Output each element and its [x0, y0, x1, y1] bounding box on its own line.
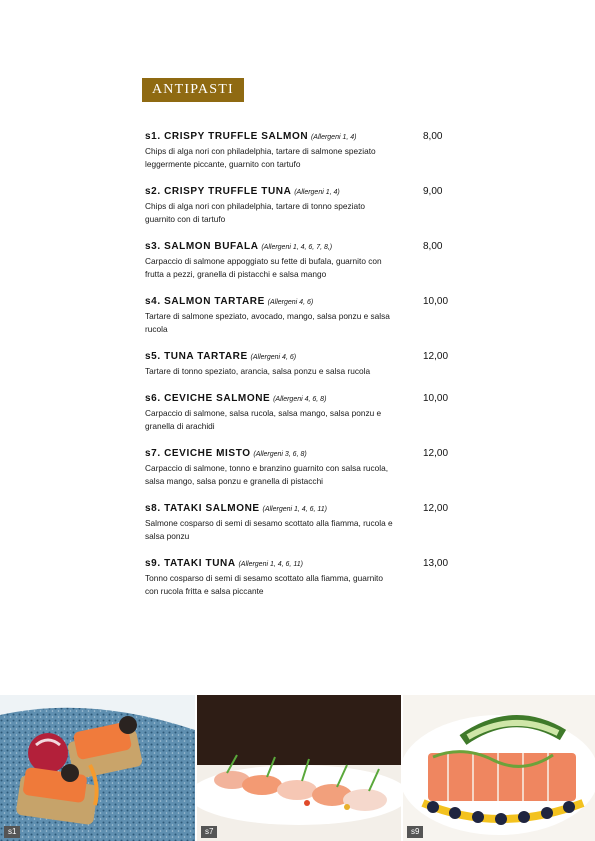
item-allergens: (Allergeni 1, 4, 6, 11)	[262, 506, 327, 513]
item-description: Tartare di salmone speziato, avocado, mango, salsa ponzu e salsa rucola	[145, 311, 390, 334]
menu-item	[145, 350, 450, 378]
item-allergens: (Allergeni 1, 4)	[294, 189, 340, 196]
food-image	[197, 695, 401, 841]
item-name: s2. CRISPY TRUFFLE TUNA	[145, 186, 292, 197]
item-allergens: (Allergeni 4, 6)	[267, 299, 314, 306]
item-price: 13,00	[423, 558, 449, 569]
item-description: Tonno cosparso di semi di sesamo scottato alla fiamma, guarnito con rucola fritta e salsa piccante	[145, 573, 383, 596]
item-price: 10,00	[423, 296, 449, 307]
item-allergens: (Allergeni 1, 4)	[310, 134, 357, 141]
item-price: 12,00	[423, 503, 449, 514]
item-name: s4. SALMON TARTARE	[145, 296, 265, 307]
menu-item	[145, 240, 450, 281]
item-allergens: (Allergeni 1, 4, 6, 11)	[238, 561, 303, 568]
item-description: Carpaccio di salmone appoggiato su fette di bufala, guarnito con frutta a pezzi, granella di pistacchi e salsa mango	[145, 256, 382, 279]
item-name: s6. CEVICHE SALMONE	[145, 393, 271, 404]
menu-item	[145, 130, 450, 171]
photo-tataki	[403, 695, 595, 841]
item-description: Carpaccio di salmone, salsa rucola, salsa mango, salsa ponzu e granella di arachidi	[145, 408, 382, 431]
item-price: 8,00	[423, 131, 443, 142]
item-description: Chips di alga nori con philadelphia, tartare di tonno speziato guarnito con di tartufo	[145, 201, 366, 224]
menu-item	[145, 557, 450, 598]
photo-tag: s9	[407, 826, 423, 838]
item-description: Chips di alga nori con philadelphia, tartare di salmone speziato leggermente piccante, guarnito con tartufo	[145, 146, 376, 169]
item-price: 12,00	[423, 448, 449, 459]
item-name: s5. TUNA TARTARE	[145, 351, 248, 362]
photo-crispy-truffle-salmon	[0, 695, 195, 841]
photo-ceviche-misto	[197, 695, 401, 841]
menu-item	[145, 185, 450, 226]
item-name: s7. CEVICHE MISTO	[145, 448, 251, 459]
item-price: 9,00	[423, 186, 443, 197]
food-image	[403, 695, 595, 841]
item-description: Tartare di tonno speziato, arancia, salsa ponzu e salsa rucola	[145, 366, 371, 376]
section-title: ANTIPASTI	[142, 78, 244, 102]
menu-item	[145, 447, 450, 488]
item-price: 12,00	[423, 351, 449, 362]
photo-tag: s1	[4, 826, 20, 838]
menu-item	[145, 502, 450, 543]
item-description: Carpaccio di salmone, tonno e branzino guarnito con salsa rucola, salsa mango, salsa ponzu e granella di pistacchi	[145, 463, 389, 486]
item-allergens: (Allergeni 1, 4, 6, 7, 8,)	[261, 244, 333, 251]
item-name: s9. TATAKI TUNA	[145, 558, 236, 569]
item-allergens: (Allergeni 4, 6, 8)	[273, 396, 327, 403]
item-allergens: (Allergeni 4, 6)	[250, 354, 297, 361]
photo-strip	[0, 695, 595, 841]
menu-item	[145, 392, 450, 433]
item-name: s8. TATAKI SALMONE	[145, 503, 260, 514]
menu-item	[145, 295, 450, 336]
food-image	[0, 695, 195, 841]
item-allergens: (Allergeni 3, 6, 8)	[253, 451, 307, 458]
menu-list	[145, 130, 450, 612]
item-price: 8,00	[423, 241, 443, 252]
photo-tag: s7	[201, 826, 217, 838]
item-description: Salmone cosparso di semi di sesamo scottato alla fiamma, rucola e salsa ponzu	[145, 518, 393, 541]
item-name: s3. SALMON BUFALA	[145, 241, 259, 252]
item-name: s1. CRISPY TRUFFLE SALMON	[145, 131, 309, 142]
item-price: 10,00	[423, 393, 449, 404]
